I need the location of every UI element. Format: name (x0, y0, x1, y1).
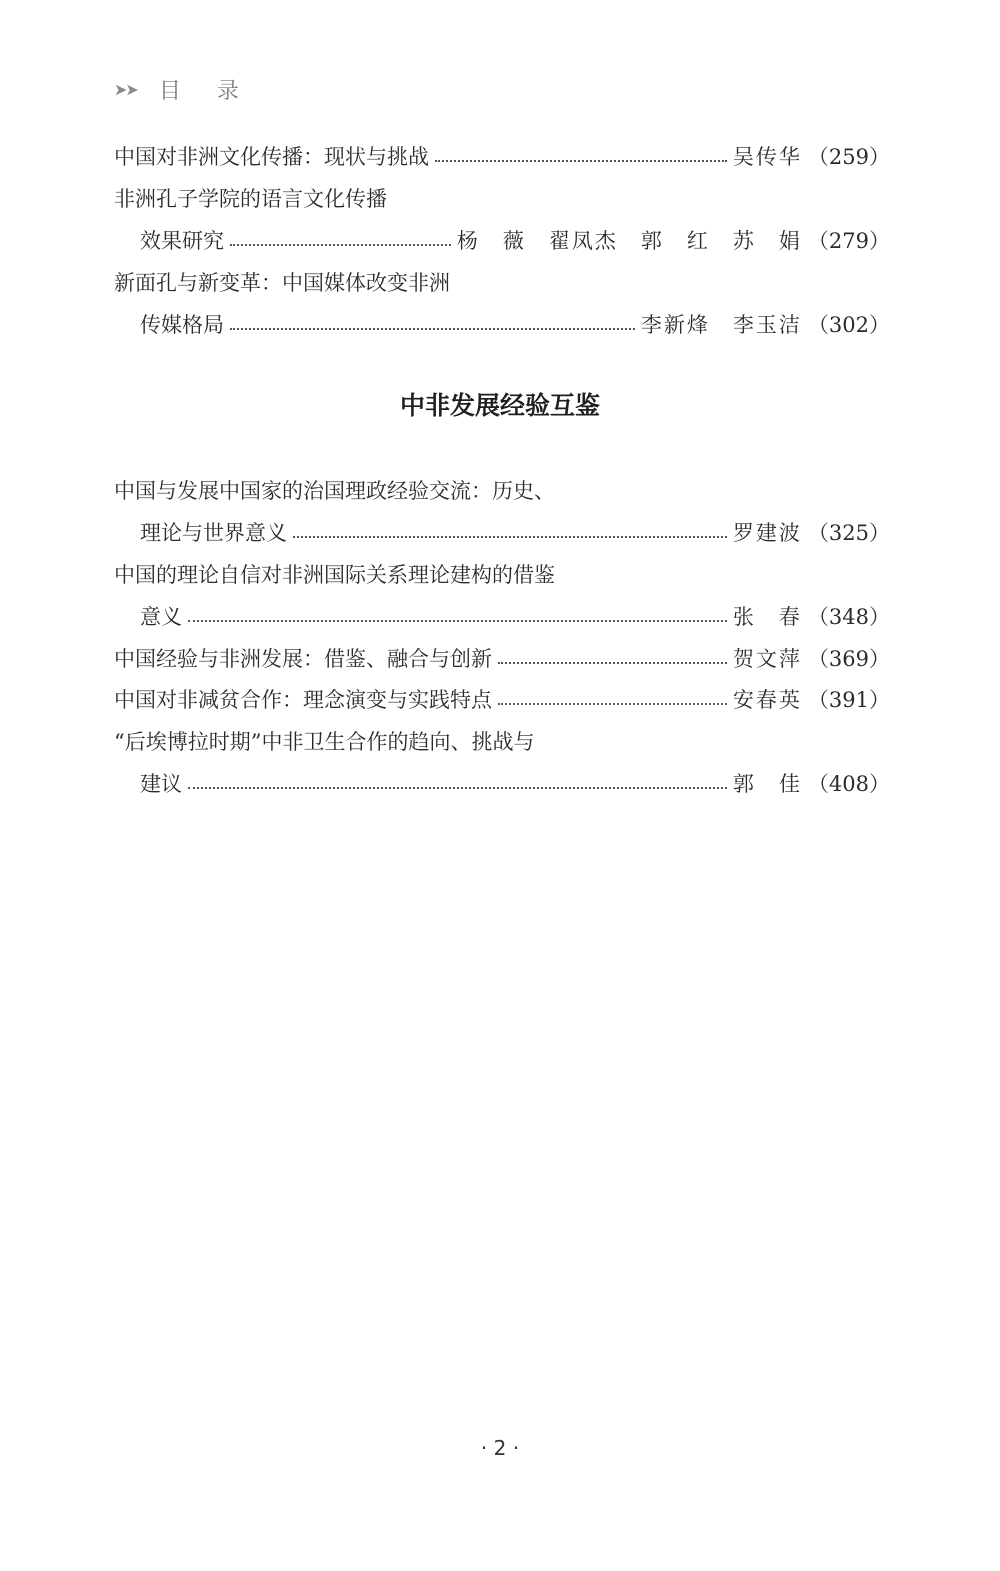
toc-entry-author: 郭 佳 (732, 772, 802, 796)
toc-entry-continuation (140, 224, 890, 258)
toc-entry-author: 杨 薇 翟凤杰 郭 红 苏 娟 (456, 229, 802, 253)
leader-dots (498, 662, 727, 664)
toc-entry-title: 新面孔与新变革：中国媒体改变非洲 (114, 271, 450, 295)
running-header (114, 72, 239, 106)
toc-entry-page: （408） (807, 772, 890, 796)
toc-entry-page: （391） (807, 688, 890, 712)
toc-entry-page: （279） (807, 229, 890, 253)
toc-entry-line (114, 474, 890, 508)
toc-entry-page: （259） (807, 145, 890, 169)
toc-entry-continuation (140, 516, 890, 550)
toc-entry-title: 中国对非洲文化传播：现状与挑战 (114, 145, 429, 169)
leader-dots (188, 787, 727, 789)
toc-entry-author: 吴传华 (732, 145, 802, 169)
toc-entry-title: “后埃博拉时期”中非卫生合作的趋向、挑战与 (114, 730, 535, 754)
section-title: 中非发展经验互鉴 (399, 391, 600, 420)
toc-entry-line (114, 266, 890, 300)
toc-entry-title: 意义 (140, 605, 182, 629)
toc-entry-page: （325） (807, 521, 890, 545)
toc-entry-title: 中国对非减贫合作：理念演变与实践特点 (114, 688, 492, 712)
toc-entry-title: 效果研究 (140, 229, 224, 253)
toc-entry (114, 642, 890, 676)
toc-entry-title: 中国经验与非洲发展：借鉴、融合与创新 (114, 647, 492, 671)
toc-entry-author: 李新烽 李玉洁 (640, 313, 802, 337)
toc-entry-continuation (140, 308, 890, 342)
toc-entry-author: 罗建波 (732, 521, 802, 545)
leader-dots (293, 536, 727, 538)
toc-entry-line (114, 725, 890, 759)
header-label-lu: 录 (216, 78, 239, 104)
toc-entry-title: 中国的理论自信对非洲国际关系理论建构的借鉴 (114, 563, 555, 587)
header-label-mu: 目 (158, 78, 181, 104)
toc-entry-title: 中国与发展中国家的治国理政经验交流：历史、 (114, 479, 555, 503)
toc-entry-title: 建议 (140, 772, 182, 796)
leader-dots (498, 703, 727, 705)
toc-entry-page: （348） (807, 605, 890, 629)
toc-entry-title: 传媒格局 (140, 313, 224, 337)
toc-entry-continuation (140, 767, 890, 801)
leader-dots (435, 160, 727, 162)
toc-entry (114, 683, 890, 717)
leader-dots (230, 244, 451, 246)
page-number: · 2 · (480, 1436, 520, 1460)
leader-dots (188, 620, 727, 622)
leader-dots (230, 328, 635, 330)
toc-entry-page: （302） (807, 313, 890, 337)
toc-entry (114, 140, 890, 174)
toc-entry-author: 安春英 (732, 688, 802, 712)
toc-entry-continuation (140, 600, 890, 634)
toc-entry-author: 贺文萍 (732, 647, 802, 671)
toc-entry-page: （369） (807, 647, 890, 671)
toc-entry-line (114, 182, 890, 216)
toc-entry-line (114, 558, 890, 592)
toc-entry-title: 非洲孔子学院的语言文化传播 (114, 187, 387, 211)
toc-entry-title: 理论与世界意义 (140, 521, 287, 545)
toc-entry-author: 张 春 (732, 605, 802, 629)
double-arrow-icon: ➤➤ (114, 79, 137, 99)
